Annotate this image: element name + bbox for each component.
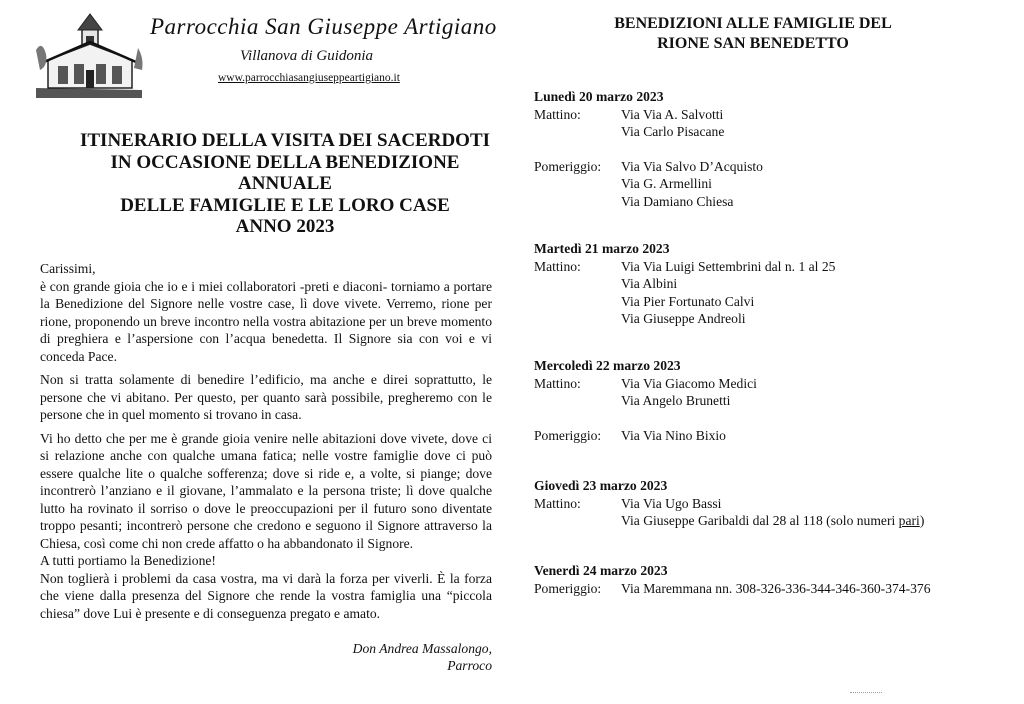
day-block — [534, 477, 1004, 530]
slot-label: Mattino: — [534, 258, 581, 274]
day-block — [534, 240, 1004, 328]
street-item: Via Giuseppe Andreoli — [621, 311, 746, 326]
schedule-title-line: BENEDIZIONI ALLE FAMIGLIE DEL — [614, 15, 892, 32]
parish-name: Parrocchia San Giuseppe Artigiano — [150, 14, 497, 39]
letter-paragraph: Non toglierà i problemi da casa vostra, ma vi darà la forza per viverli. È la forza che viene dalla presenza del Signore che rende la vostra famiglia una “piccola chiesa” dove Lui è presente e di conseguenza pregato e amato. — [40, 570, 492, 621]
signature-name: Don Andrea Massalongo, — [352, 641, 492, 656]
letter-paragraph: Vi ho detto che per me è grande gioia venire nelle abitazioni dove vivete, dove ci si relazione anche con qualche umana fatica; nelle vostre famiglie dove ci può essere qualche lite o qualche sofferenza; dove si ride e, a volte, si piange; dove incontrerò l’anziano e il giovane, l’ammalato e la persona triste; lì dove qualche lutto ha rovinato il sorriso o dove le preoccupazioni per il futuro sono diventate troppo pesanti; incontrerò persone che credono e seguono il Signore attraverso la Chiesa, così come chi non crede affatto o ha abbandonato il Signore. — [40, 430, 492, 551]
letter-greeting: Carissimi, — [40, 261, 96, 276]
street-list — [621, 158, 763, 211]
letter-paragraph: A tutti portiamo la Benedizione! — [40, 553, 216, 568]
street-item: Via Giuseppe Garibaldi dal 28 al 118 (solo numeri pari) — [621, 513, 925, 528]
street-list — [621, 375, 757, 410]
slot-label: Pomeriggio: — [534, 158, 602, 174]
street-item: Via Angelo Brunetti — [621, 393, 731, 408]
day-block — [534, 88, 1004, 210]
schedule-title-line: RIONE SAN BENEDETTO — [657, 35, 849, 52]
street-item: Via Via Salvo D’Acquisto — [621, 158, 763, 174]
street-item: Via Via A. Salvotti — [621, 106, 724, 122]
slot-label: Pomeriggio: — [534, 580, 602, 596]
street-list — [621, 580, 931, 598]
letter-paragraph: Non si tratta solamente di benedire l’edificio, ma anche e direi soprattutto, le persone che vi abitano. Per questo, per quanto sarà possibile, pregheremo con le persone che in quel momento si trovano in casa. — [40, 372, 492, 422]
schedule-title — [578, 14, 928, 54]
day-block — [534, 562, 1004, 597]
title-line: DELLE FAMIGLIE E LE LORO CASE — [120, 194, 450, 216]
document-title — [35, 130, 535, 238]
street-list — [621, 258, 835, 328]
street-item: Via Maremmana nn. 308-326-336-344-346-360-374-376 — [621, 580, 931, 596]
title-line: ANNO 2023 — [235, 216, 335, 237]
day-title: Giovedì 23 marzo 2023 — [534, 478, 668, 493]
street-list — [621, 495, 924, 530]
page-footer-mark — [850, 692, 882, 695]
day-block — [534, 357, 1004, 444]
letter-paragraph: è con grande gioia che io e i miei collaboratori -preti e diaconi- torniamo a portare la Benedizione del Signore nelle vostre case, lì dove vivete. Verremo, rione per rione, proponendo un breve incontro nella vostra abitazione per un breve momento di preghiera e l’aspersione con l’acqua benedetta. Il Signore sia con voi e vi conceda Pace. — [40, 278, 492, 364]
time-slot — [534, 375, 1004, 410]
street-list — [621, 106, 724, 141]
time-slot — [534, 158, 1004, 211]
day-title: Mercoledì 22 marzo 2023 — [534, 358, 681, 373]
time-slot — [534, 258, 1004, 328]
day-title: Venerdì 24 marzo 2023 — [534, 563, 668, 578]
time-slot — [534, 427, 1004, 445]
title-line: ITINERARIO DELLA VISITA DEI SACERDOTI — [79, 130, 491, 151]
time-slot — [534, 106, 1004, 141]
slot-label: Mattino: — [534, 495, 581, 511]
slot-label: Pomeriggio: — [534, 427, 602, 443]
day-title: Lunedì 20 marzo 2023 — [534, 89, 664, 104]
street-list — [621, 427, 726, 445]
street-item: Via Via Ugo Bassi — [621, 495, 722, 511]
slot-label: Mattino: — [534, 106, 581, 122]
signature-role: Parroco — [447, 658, 492, 673]
parish-website-link[interactable]: www.parrocchiasangiuseppeartigiano.it — [218, 72, 400, 84]
parish-place: Villanova di Guidonia — [240, 48, 374, 64]
time-slot — [534, 495, 1004, 530]
street-item: Via Via Giacomo Medici — [621, 375, 757, 391]
street-item: Via Via Nino Bixio — [621, 427, 726, 443]
street-item: Via Damiano Chiesa — [621, 193, 734, 209]
pastoral-letter — [40, 260, 492, 622]
time-slot — [534, 580, 1004, 598]
slot-label: Mattino: — [534, 375, 581, 391]
signature-block — [300, 640, 492, 674]
church-logo-drawing — [34, 10, 144, 98]
street-item: Via Albini — [621, 276, 678, 291]
title-line: ANNUALE — [238, 173, 332, 194]
title-line: IN OCCASIONE DELLA BENEDIZIONE — [110, 151, 460, 173]
street-item: Via Carlo Pisacane — [621, 124, 725, 139]
street-item: Via G. Armellini — [621, 176, 712, 191]
church-icon — [34, 10, 144, 98]
day-title: Martedì 21 marzo 2023 — [534, 241, 670, 256]
street-item: Via Via Luigi Settembrini dal n. 1 al 25 — [621, 258, 836, 274]
street-item: Via Pier Fortunato Calvi — [621, 293, 755, 309]
